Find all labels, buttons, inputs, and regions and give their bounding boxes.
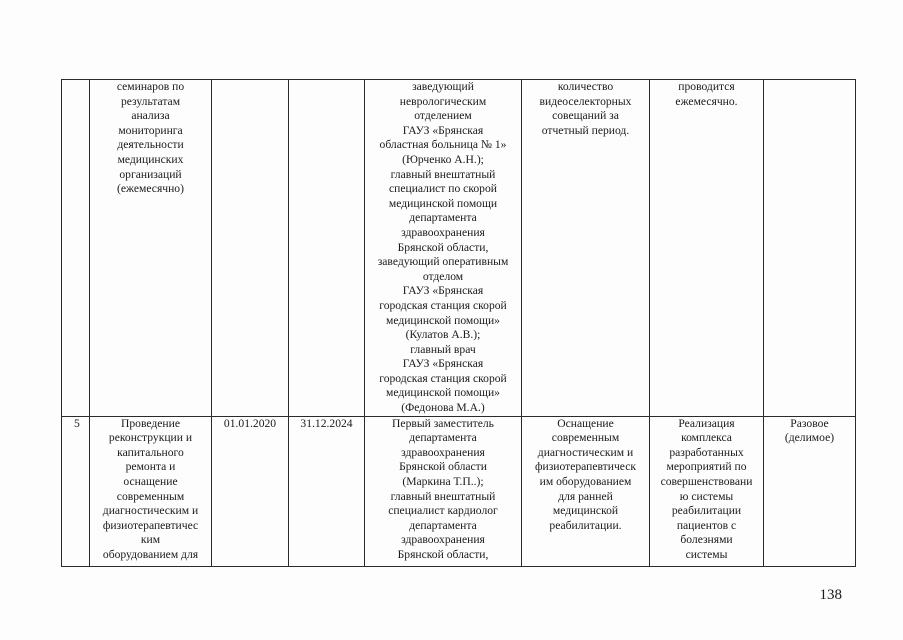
end-date-cell: 31.12.2024 bbox=[289, 416, 365, 566]
result-cell: Оснащение современным диагностическим и физиотерапевтическ им оборудованием для ранней медицинской реабилитации. bbox=[522, 416, 650, 566]
type-cell: Разовое (делимое) bbox=[764, 416, 856, 566]
row-number-cell: 5 bbox=[62, 416, 90, 566]
indicator-cell: проводится ежемесячно. bbox=[650, 80, 764, 417]
start-date-cell bbox=[212, 80, 289, 417]
table-row bbox=[62, 416, 856, 566]
plan-table bbox=[61, 79, 856, 567]
row-number-cell bbox=[62, 80, 90, 417]
table-row bbox=[62, 80, 856, 417]
responsible-cell: Первый заместитель департамента здравоохранения Брянской области (Маркина Т.П..); главный внештатный специалист кардиолог департамента здравоохранения Брянской области, bbox=[365, 416, 522, 566]
type-cell bbox=[764, 80, 856, 417]
result-cell: количество видеоселекторных совещаний за отчетный период. bbox=[522, 80, 650, 417]
activity-cell: семинаров по результатам анализа мониторинга деятельности медицинских организаций (ежемесячно) bbox=[90, 80, 212, 417]
responsible-cell: заведующий неврологическим отделением ГАУЗ «Брянская областная больница № 1» (Юрченко А.Н.); главный внештатный специалист по скорой медицинской помощи департамента здравоохранения Брянской области, заведующий оперативным отделом ГАУЗ «Брянская городская станция скорой медицинской помощи» (Кулатов А.В.); главный врач ГАУЗ «Брянская городская станция скорой медицинской помощи» (Федонова М.А.) bbox=[365, 80, 522, 417]
activity-cell: Проведение реконструкции и капитального ремонта и оснащение современным диагностическим и физиотерапевтичес ким оборудованием для bbox=[90, 416, 212, 566]
start-date-cell: 01.01.2020 bbox=[212, 416, 289, 566]
end-date-cell bbox=[289, 80, 365, 417]
indicator-cell: Реализация комплекса разработанных мероприятий по совершенствовани ю системы реабилитации пациентов с болезнями системы bbox=[650, 416, 764, 566]
page-number: 138 bbox=[819, 587, 842, 603]
